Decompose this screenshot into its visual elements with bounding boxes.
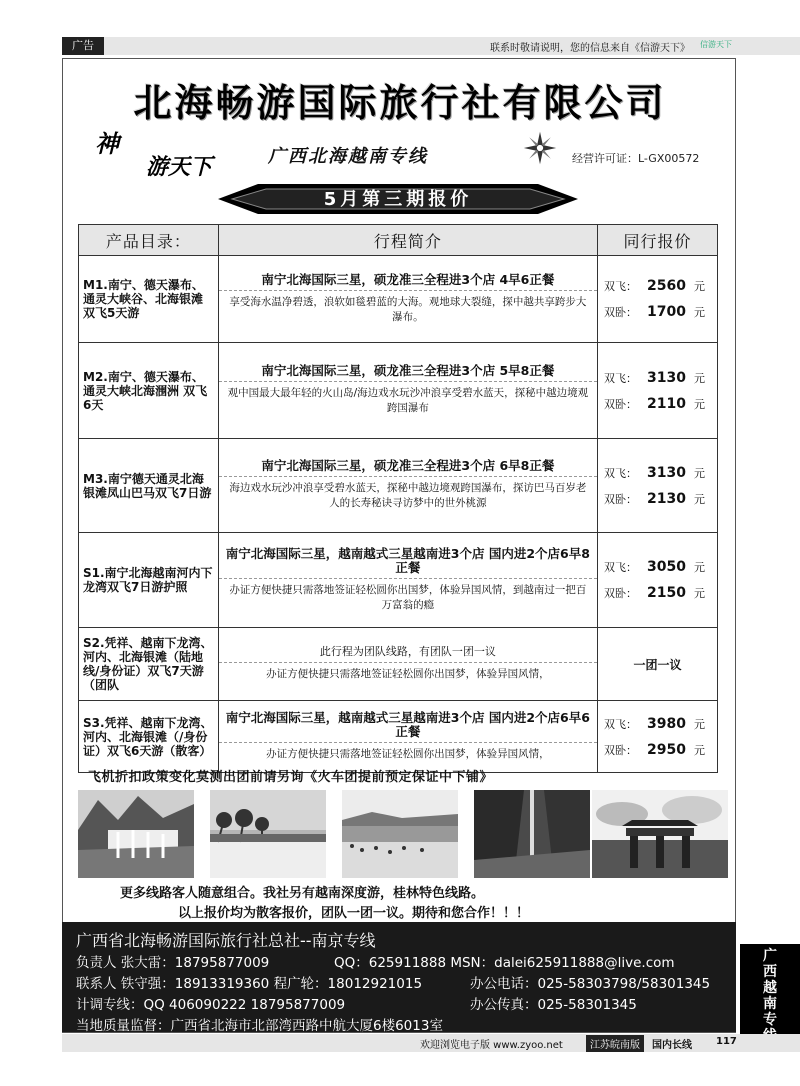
contact-title: 广西省北海畅游国际旅行社总社--南京专线 [76, 931, 376, 950]
star-logo-icon [522, 130, 558, 166]
table-row [79, 439, 718, 533]
ad-tag: 广告 [62, 37, 104, 55]
contact-dispatch: 计调专线：QQ 406090222 18795877009 [76, 997, 346, 1013]
header-products: 产品目录： [79, 225, 219, 256]
itinerary-desc: 观中国最大最年轻的火山岛/海边戏水玩沙冲浪享受碧水蓝天，探秘中越边境观跨国瀑布 [227, 387, 589, 414]
price-label: 双卧： [604, 492, 637, 506]
price-label: 双卧： [604, 587, 637, 600]
product-itinerary [218, 439, 597, 533]
cliff-waterfall-photo [474, 790, 590, 878]
page-number: 117 [716, 1036, 737, 1047]
product-itinerary [218, 628, 597, 701]
price-unit: 元 [694, 561, 705, 574]
waterfall-photo [78, 790, 194, 878]
table-row [79, 628, 718, 701]
table-row [79, 701, 718, 773]
price-label: 双飞： [604, 371, 637, 385]
price-value: 3130 [647, 464, 686, 481]
contact-address: 当地质量监督：广西省北海市北部湾西路中航大厦6楼6013室 [76, 1018, 443, 1034]
price-unit: 元 [694, 306, 705, 319]
tagline-pricing-note: 以上报价均为散客报价，团队一团一议。期待和您合作！！！ [178, 906, 530, 921]
beach-palms-photo [210, 790, 326, 878]
archway-gate-photo [592, 790, 728, 878]
product-itinerary [218, 533, 597, 628]
company-title: 北海畅游国际旅行社有限公司 [133, 80, 667, 125]
price-label: 双卧： [604, 743, 637, 757]
product-price [598, 533, 718, 628]
product-name: S1.南宁北海越南河内下龙湾双飞7日游护照 [79, 533, 219, 628]
itinerary-title: 南宁北海国际三星，硕龙准三全程进3个店 5早8正餐 [219, 361, 597, 382]
price-value: 3050 [647, 559, 686, 575]
contact-person: 联系人 铁守强：18913319360 程广轮：18012921015 [76, 976, 423, 992]
price-label: 双飞： [604, 561, 637, 574]
banner-title: 5月第三期报价 [323, 189, 473, 210]
product-price [598, 701, 718, 773]
itinerary-desc: 办证方便快捷只需落地签证轻松圆你出国梦，体验异国风情， [266, 668, 550, 680]
header-price: 同行报价 [598, 225, 718, 256]
contact-row [76, 953, 728, 974]
itinerary-title: 南宁北海国际三星，硕龙准三全程进3个店 4早6正餐 [219, 270, 597, 291]
edition-badge: 江苏皖南版 [586, 1035, 644, 1052]
side-section-tab [740, 944, 800, 1036]
header-itinerary: 行程简介 [218, 225, 597, 256]
contact-panel [62, 922, 736, 1032]
product-price [598, 343, 718, 439]
contact-person: 负责人 张大雷：18795877009 [76, 955, 270, 971]
product-itinerary [218, 343, 597, 439]
price-label: 双飞： [604, 717, 637, 731]
table-footer-note: 飞机折扣政策变化莫测出团前请另询《火车团提前预定保证中下铺》 [88, 770, 494, 785]
price-value: 2130 [647, 490, 686, 507]
table-row [79, 343, 718, 439]
price-unit: 元 [694, 466, 705, 480]
price-label: 双飞： [604, 280, 637, 293]
side-tab-char: 越 [763, 980, 777, 996]
contact-im: QQ：625911888 MSN：dalei625911888@live.com [334, 955, 675, 971]
side-tab-char: 南 [763, 996, 777, 1012]
price-value: 3130 [647, 369, 686, 386]
product-name: M1.南宁、德天瀑布、通灵大峡谷、北海银滩双飞5天游 [79, 256, 219, 343]
price-value: 2950 [647, 741, 686, 758]
tagline-more-routes: 更多线路客人随意组合。我社另有越南深度游，桂林特色线路。 [120, 886, 485, 901]
publisher-logo: 信游天下 [700, 40, 732, 49]
price-label: 双卧： [604, 397, 637, 411]
side-tab-char: 西 [763, 964, 777, 980]
price-negotiable: 一团一议 [633, 657, 682, 672]
price-unit: 元 [694, 492, 705, 506]
contact-row [76, 974, 728, 995]
itinerary-title: 此行程为团队线路，有团队一团一议 [219, 642, 597, 663]
slogan-part-1: 神 [95, 129, 119, 158]
side-tab-char: 专 [763, 1012, 777, 1028]
product-price [598, 628, 718, 701]
beach-crowd-photo [342, 790, 458, 878]
itinerary-desc: 享受海水温净碧透，浪软如毯碧蓝的大海。观地球大裂缝，探中越共享跨步大瀑布。 [229, 295, 587, 323]
product-itinerary [218, 256, 597, 343]
section-label: 国内长线 [652, 1040, 692, 1051]
price-unit: 元 [694, 397, 705, 411]
contact-fax: 办公传真：025-58301345 [470, 997, 637, 1013]
table-row [79, 533, 718, 628]
price-value: 2150 [647, 585, 686, 601]
source-note: 联系时敬请说明，您的信息来自《信游天下》 [490, 43, 690, 54]
table-row [79, 256, 718, 343]
itinerary-title: 南宁北海国际三星，硕龙准三全程进3个店 6早8正餐 [219, 456, 597, 477]
itinerary-title: 南宁北海国际三星，越南越式三星越南进3个店 国内进2个店6早8正餐 [219, 544, 597, 579]
price-unit: 元 [694, 743, 705, 757]
photo-strip [78, 790, 728, 878]
contact-office-phone: 办公电话：025-58303798/58301345 [470, 976, 711, 992]
price-label: 双卧： [604, 306, 637, 319]
price-value: 3980 [647, 715, 686, 732]
product-name: S2.凭祥、越南下龙湾、河内、北海银滩（陆地线/身份证）双飞7天游（团队 [79, 628, 219, 701]
product-price [598, 439, 718, 533]
price-unit: 元 [694, 587, 705, 600]
itinerary-desc: 办证方便快捷只需落地签证轻松圆你出国梦，体验异国风情， [266, 747, 550, 760]
price-value: 1700 [647, 304, 686, 320]
product-name: M2.南宁、德天瀑布、通灵大峡北海涠洲 双飞6天 [79, 343, 219, 439]
price-value: 2110 [647, 395, 686, 412]
itinerary-desc: 海边戏水玩沙冲浪享受碧水蓝天，探秘中越边境观跨国瀑布，探访巴马百岁老人的长寿秘诀寻访梦中的世外桃源 [229, 482, 587, 509]
price-unit: 元 [694, 280, 705, 293]
slogan-part-2: 游天下 [146, 154, 213, 180]
price-label: 双飞： [604, 466, 637, 480]
itinerary-title: 南宁北海国际三星，越南越式三星越南进3个店 国内进2个店6早6正餐 [219, 708, 597, 743]
price-unit: 元 [694, 717, 705, 731]
contact-row [76, 995, 728, 1016]
route-name: 广西北海越南专线 [268, 146, 428, 167]
table-header-row [79, 225, 718, 256]
license-number: 经营许可证：L-GX00572 [572, 152, 700, 165]
product-name: S3.凭祥、越南下龙湾、河内、北海银滩（/身份证）双飞6天游（散客） [79, 701, 219, 773]
price-table [78, 224, 718, 773]
price-unit: 元 [694, 371, 705, 385]
product-price [598, 256, 718, 343]
side-tab-char: 广 [763, 948, 777, 964]
product-name: M3.南宁德天通灵北海银滩凤山巴马双飞7日游 [79, 439, 219, 533]
price-value: 2560 [647, 278, 686, 294]
itinerary-desc: 办证方便快捷只需落地签证轻松圆你出国梦，体验异国风情，到越南过一把百万富翁的瘾 [229, 583, 587, 611]
product-itinerary [218, 701, 597, 773]
website-note[interactable]: 欢迎浏览电子版 www.zyoo.net [420, 1040, 563, 1051]
